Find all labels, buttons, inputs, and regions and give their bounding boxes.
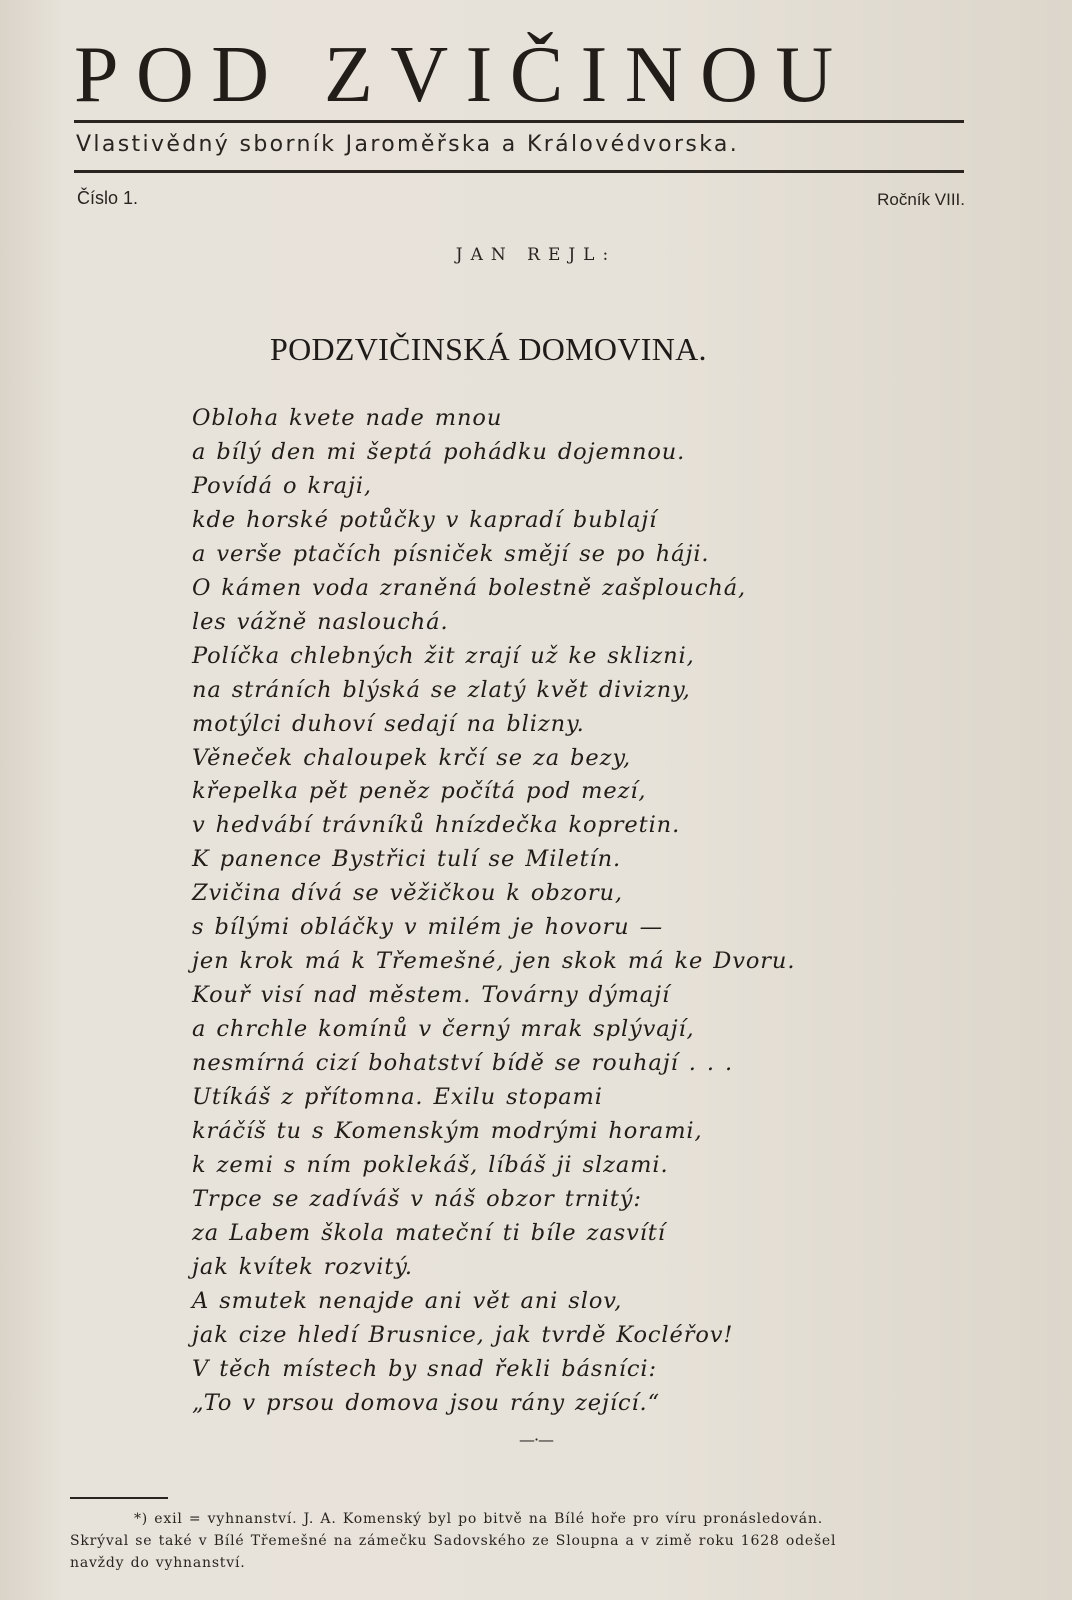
poem-line: Zvičina dívá se věžičkou k obzoru, [192, 880, 623, 907]
article-author: JAN REJL: [455, 245, 617, 265]
footnote-rule [70, 1497, 168, 1499]
poem-line: a verše ptačích písniček smějí se po háji. [192, 540, 710, 567]
section-separator: —·— [518, 1430, 554, 1449]
issue-number: Číslo 1. [77, 188, 139, 208]
poem-line: jak cize hledí Brusnice, jak tvrdě Kocléřov! [192, 1321, 734, 1348]
poem-line: za Labem škola mateční ti bíle zasvítí [192, 1219, 666, 1246]
poem-line: K panence Bystřici tulí se Miletín. [192, 846, 622, 873]
poem-line: A smutek nenajde ani vět ani slov, [192, 1287, 623, 1314]
poem-line: v hedvábí trávníků hnízdečka kopretin. [192, 812, 681, 839]
poem-line: Políčka chlebných žit zrají už ke sklizni, [192, 642, 695, 669]
journal-subtitle: Vlastivědný sborník Jaroměřska a Královédvorska. [76, 132, 740, 157]
poem-line: Kouř visí nad městem. Továrny dýmají [192, 982, 671, 1009]
poem-line: Trpce se zadíváš v náš obzor trnitý: [192, 1185, 642, 1212]
volume-number: Ročník VIII. [877, 190, 965, 209]
poem-line: Povídá o kraji, [192, 472, 372, 499]
journal-title: POD ZVIČINOU [74, 31, 851, 119]
footnote-line: navždy do vyhnanství. [70, 1555, 246, 1571]
poem-line: V těch místech by snad řekli básníci: [192, 1355, 657, 1382]
poem-line: s bílými obláčky v milém je hovoru — [192, 914, 663, 941]
poem-line: les vážně naslouchá. [192, 608, 449, 635]
poem-line: O kámen voda zraněná bolestně zašplouchá, [192, 574, 747, 601]
poem-line: jak kvítek rozvitý. [192, 1253, 413, 1280]
poem-title: PODZVIČINSKÁ DOMOVINA. [270, 331, 707, 367]
poem-line: Utíkáš z přítomna. Exilu stopami [192, 1084, 603, 1111]
footnote [70, 1508, 955, 1574]
footnote-line: Skrýval se také v Bílé Třemešné na zámečku Sadovského ze Sloupna a v zimě roku 1628 odešel [70, 1533, 837, 1549]
poem-line: a chrchle komínů v černý mrak splývají, [192, 1016, 695, 1043]
poem-line: motýlci duhoví sedají na blizny. [192, 710, 585, 737]
poem-line: kde horské potůčky v kapradí bublají [192, 506, 658, 533]
poem-line: jen krok má k Třemešné, jen skok má ke Dvoru. [192, 948, 796, 975]
poem-line: a bílý den mi šeptá pohádku dojemnou. [192, 438, 686, 465]
poem-line: k zemi s ním poklekáš, líbáš ji slzami. [192, 1151, 669, 1178]
poem-line: „To v prsou domova jsou rány zející.“ [192, 1389, 661, 1416]
poem-body [192, 402, 795, 1421]
poem-line: křepelka pět peněz počítá pod mezí, [192, 778, 647, 805]
masthead-rule-top [74, 120, 964, 123]
poem-line: kráčíš tu s Komenským modrými horami, [192, 1118, 703, 1145]
poem-line: na stráních blýská se zlatý květ divizny, [192, 676, 691, 703]
poem-line: Obloha kvete nade mnou [192, 405, 503, 431]
masthead-rule-bottom [74, 170, 964, 173]
footnote-line: *) exil = vyhnanství. J. A. Komenský byl po bitvě na Bílé hoře pro víru pronásledován. [134, 1511, 823, 1527]
poem-line: nesmírná cizí bohatství bídě se rouhají . . . [192, 1050, 734, 1077]
poem-line: Věneček chaloupek krčí se za bezy, [192, 744, 632, 771]
